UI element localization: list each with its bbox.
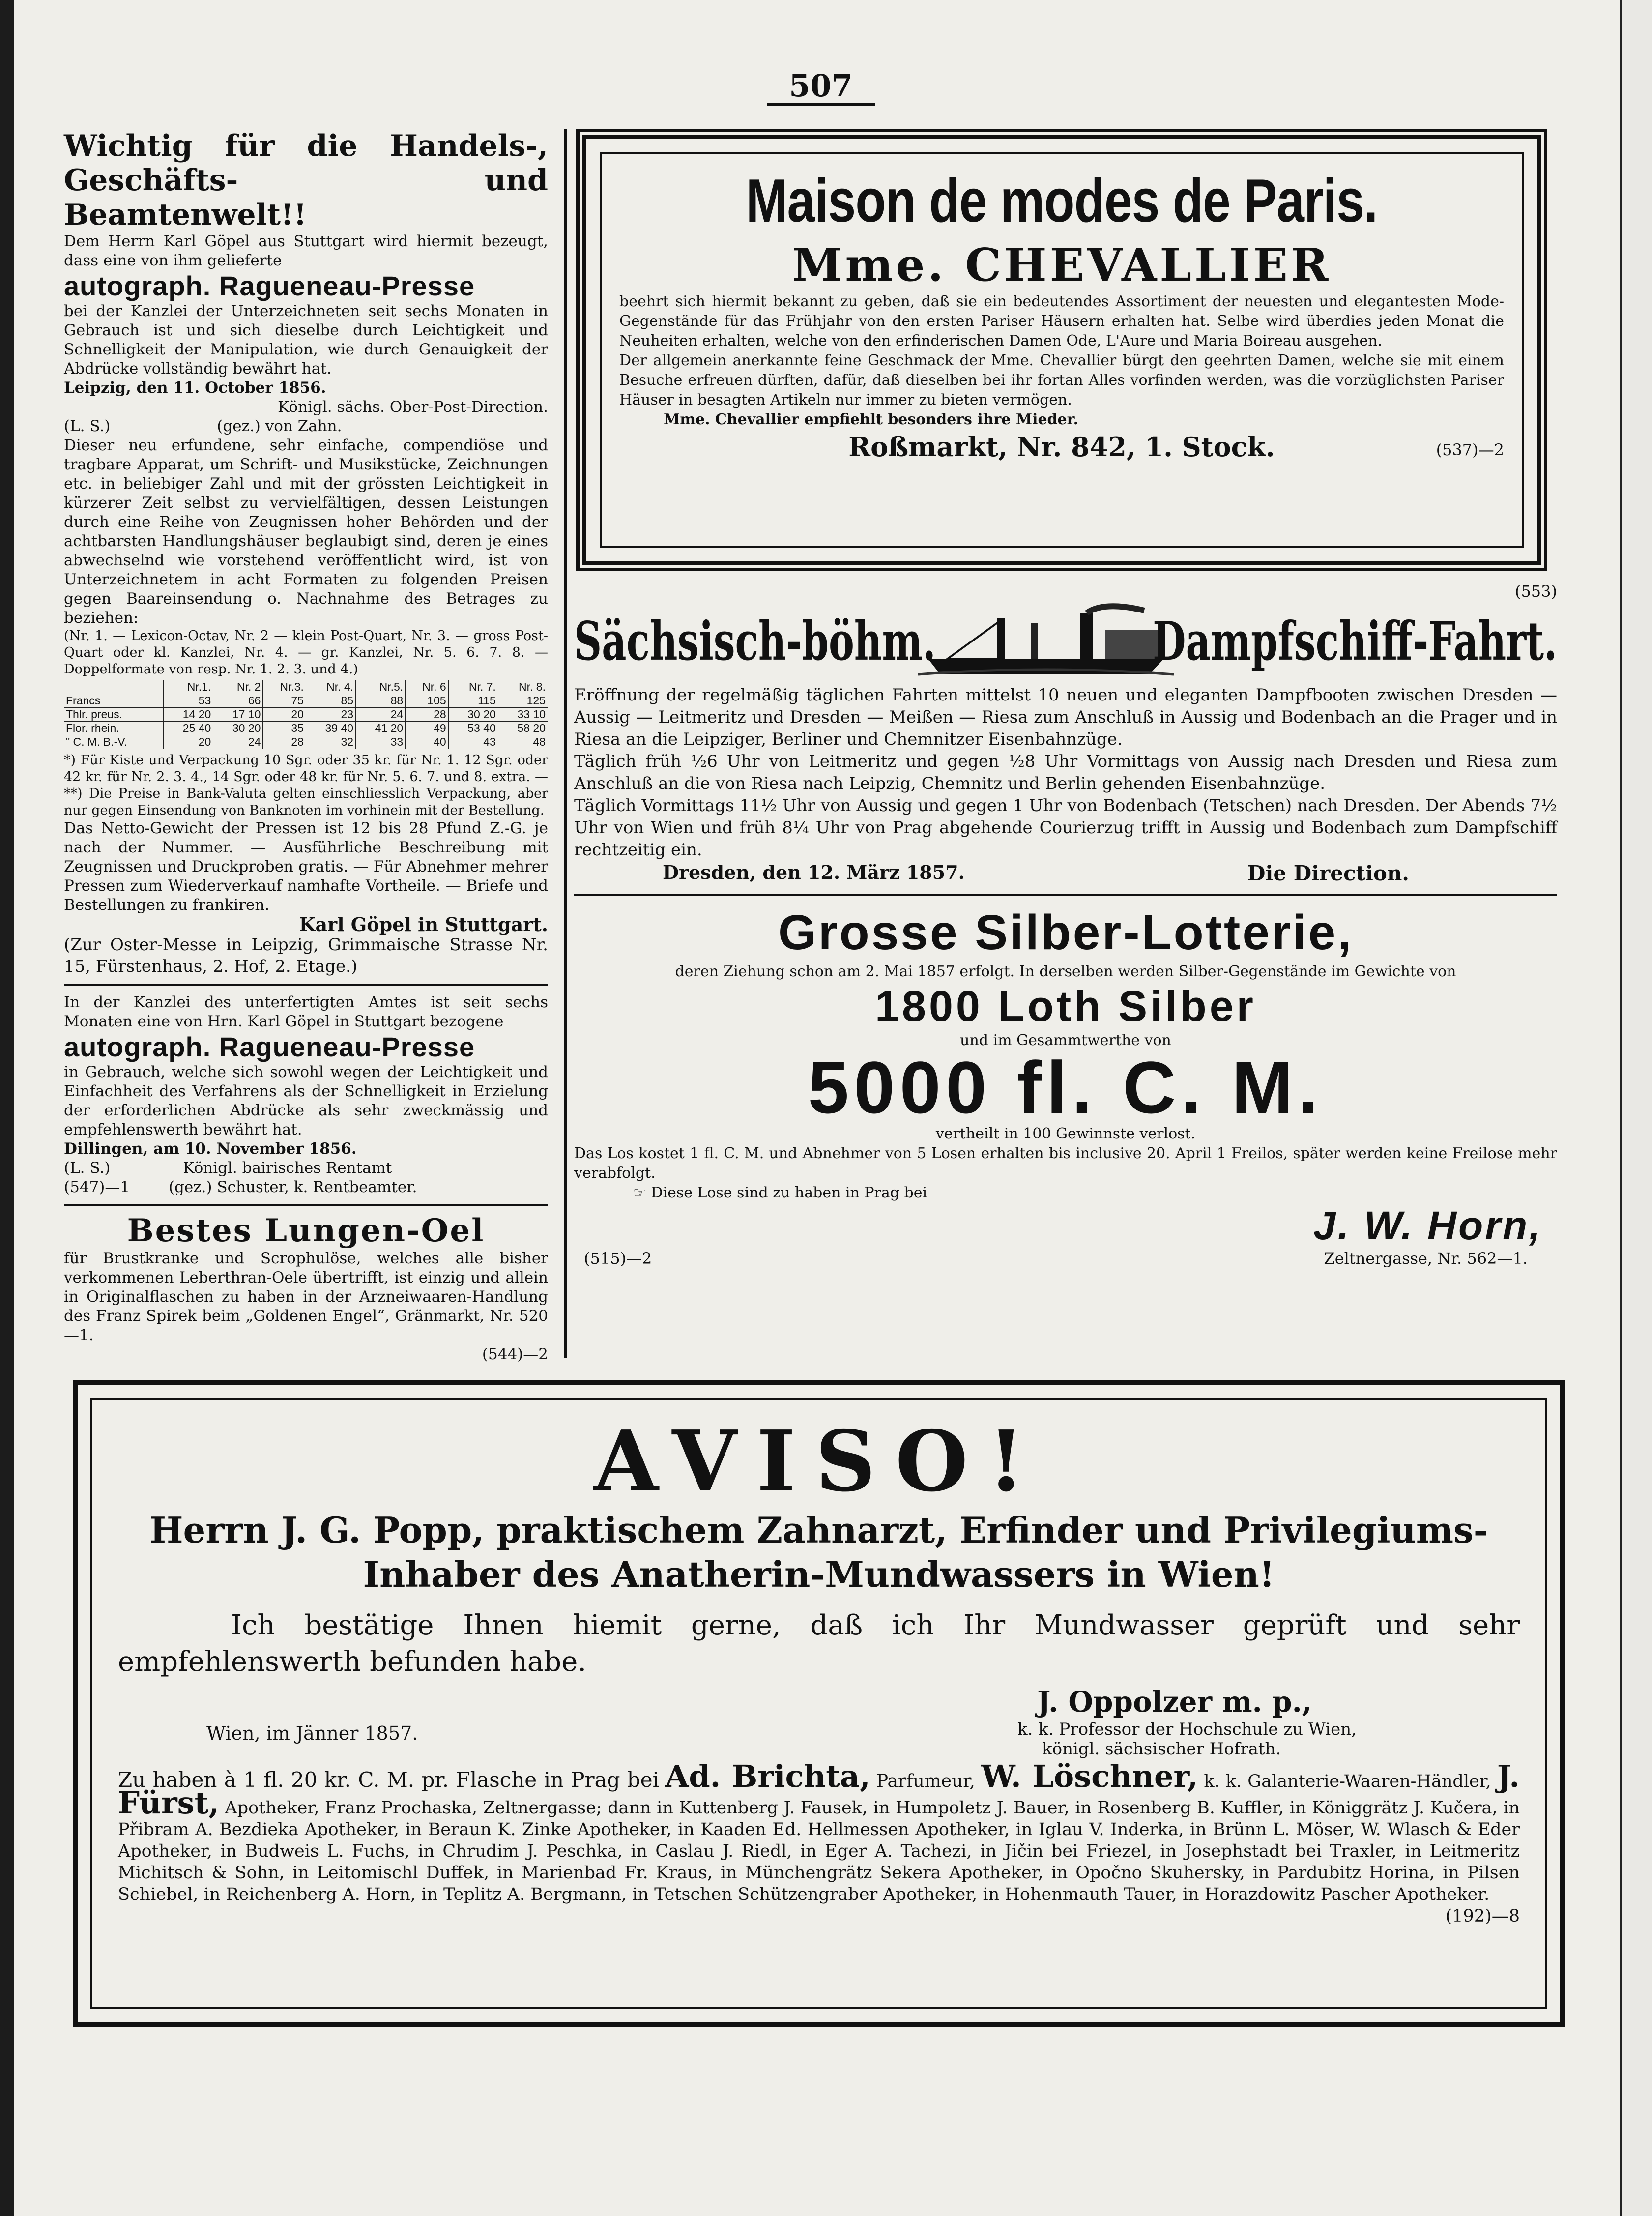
table-cell: Nr. 4. — [306, 680, 355, 694]
table-cell: 125 — [498, 694, 548, 708]
lungen-oel-body: für Brustkranke und Scrophulöse, welches alle bisher verkommenen Leberthran-Oele übertrifft, ist einzig und allein in Originalflaschen zu haben in der Arzneiwaaren-Handlung des Franz Spirek beim „Goldenen Engel“, Gränmarkt, Nr. 520—1. — [64, 1250, 548, 1344]
seal-mark: (L. S.) — [64, 417, 111, 435]
table-cell: Nr. 7. — [448, 680, 498, 694]
dampfschiff-footer — [574, 861, 1557, 887]
maison-ad-frame — [576, 129, 1547, 571]
table-cell: 32 — [306, 735, 355, 749]
goepel-testimony: bei der Kanzlei der Unterzeichneten seit sechs Monaten in Gebrauch ist und sich dieselbe durch Leichtigkeit und Schnelligkeit der Manipulation, wie durch Genauigkeit der Abdrücke vollständig bewährt hat. — [64, 302, 548, 378]
table-cell: 43 — [448, 735, 498, 749]
vendor-list-intro: Zu haben à 1 fl. 20 kr. C. M. pr. Flasche in Prag bei — [118, 1768, 660, 1792]
table-cell: 41 20 — [356, 722, 406, 735]
table-cell: Nr.1. — [164, 680, 213, 694]
dampfschiff-date: Dresden, den 12. März 1857. — [663, 861, 965, 883]
aviso-subtitle: Herrn J. G. Popp, praktischem Zahnarzt, Erfinder und Privilegiums-Inhaber des Anatherin-Mundwassers in Wien! — [149, 1509, 1488, 1595]
table-cell: 49 — [406, 722, 448, 735]
ad-reference: (544)—2 — [482, 1345, 548, 1363]
table-row — [64, 708, 548, 722]
rentamt-authority: Königl. bairisches Rentamt — [183, 1159, 392, 1177]
table-cell: 17 10 — [213, 708, 263, 722]
lotterie-silver-weight: 1800 Loth Silber — [875, 982, 1256, 1030]
table-cell: 75 — [263, 694, 306, 708]
ad-reference: (192)—8 — [1445, 1906, 1520, 1926]
vendor-loeschner: W. Löschner, — [981, 1758, 1198, 1794]
seal-mark: (L. S.) — [64, 1159, 111, 1177]
maison-text-1: beehrt sich hiermit bekannt zu geben, daß sie ein bedeutendes Assortiment der neuesten und elegantesten Mode-Gegenstände für das Frühjahr von den ersten Pariser Häusern erhalten hat. Selbe wird überdies jeden Monat die Neuheiten erhalten, welche von den erfinderischen Damen Ode, L'Aure und Maria Boireau ausgehen. — [619, 293, 1504, 350]
lotterie-ad — [574, 903, 1557, 1271]
lotterie-where: ☞ Diese Lose sind zu haben in Prag bei — [633, 1184, 927, 1201]
rentamt-testimony: in Gebrauch, welche sich sowohl wegen der Leichtigkeit und Einfachheit des Verfahrens als der Schnelligkeit in Erzielung der erforderlichen Abdrücke als sehr zweckmässig und empfehlenswerth bewährt hat. — [64, 1063, 548, 1138]
table-cell: 28 — [406, 708, 448, 722]
table-cell: 48 — [498, 735, 548, 749]
table-cell: 53 — [164, 694, 213, 708]
table-cell: 35 — [263, 722, 306, 735]
table-cell: 53 40 — [448, 722, 498, 735]
packing-note: *) Für Kiste und Verpackung 10 Sgr. oder 35 kr. für Nr. 1. 12 Sgr. oder 42 kr. für Nr. 2. 3. 4., 14 Sgr. oder 48 kr. für Nr. 5. 6. 7. und 8. extra. — **) Die Preise in Bank-Valuta gelten einschliesslich Verpackung, aber nur gegen Einsendung von Banknoten im vorhinein mit der Bestellung. — [64, 753, 548, 818]
table-cell: 115 — [448, 694, 498, 708]
page-number: 507 — [767, 69, 875, 106]
divider — [64, 984, 548, 986]
table-cell: Nr. 8. — [498, 680, 548, 694]
aviso-body: Ich bestätige Ihnen hiemit gerne, daß ich Ihr Mundwasser geprüft und sehr empfehlenswerth befunden habe. — [118, 1609, 1520, 1678]
maison-ad — [600, 152, 1524, 548]
testimony-date: Leipzig, den 11. October 1856. — [64, 379, 326, 397]
table-cell: Nr. 6 — [406, 680, 448, 694]
fair-note: (Zur Oster-Messe in Leipzig, Grimmaische Strasse Nr. 15, Fürstenhaus, 2. Hof, 2. Etage.) — [64, 935, 548, 976]
table-cell: Nr.3. — [263, 680, 306, 694]
table-cell: Flor. rhein. — [64, 722, 164, 735]
press-name-2: autograph. Ragueneau-Presse — [64, 1031, 475, 1062]
rentamt-intro: In der Kanzlei des unterfertigten Amtes ist seit sechs Monaten eine von Hrn. Karl Göpel in Stuttgart bezogene — [64, 993, 548, 1030]
ad-reference: (547)—1 — [64, 1178, 130, 1196]
table-cell: 33 10 — [498, 708, 548, 722]
table-cell: 66 — [213, 694, 263, 708]
dampfschiff-schedule-2: Täglich Vormittags 11½ Uhr von Aussig und gegen 1 Uhr von Bodenbach (Tetschen) nach Dresden. Der Abends 7½ Uhr von Wien und früh 8¼ Uhr von Prag abgehende Courierzug trifft in Aussig und Bodenbach zum Dampfschiff rechtzeitig ein. — [574, 796, 1557, 860]
table-cell: 28 — [263, 735, 306, 749]
aviso-ad — [90, 1398, 1547, 2009]
lotterie-footer — [574, 1249, 1557, 1271]
lotterie-total-value: 5000 fl. C. M. — [808, 1046, 1324, 1129]
column-rule — [564, 129, 567, 1358]
aviso-title: AVISO! — [593, 1412, 1044, 1511]
lotterie-title: Grosse Silber-Lotterie, — [778, 905, 1354, 960]
weight-note: Das Netto-Gewicht der Pressen ist 12 bis 28 Pfund Z.-G. je nach der Nummer. — Ausführliche Beschreibung mit Zeugnissen und Druckproben gratis. — Für Abnehmer mehrer Pressen zum Wiederverkauf namhafte Vortheile. — Briefe und Bestellungen zu frankiren. — [64, 819, 548, 914]
rentamt-signed-by: (gez.) Schuster, k. Rentbeamter. — [168, 1178, 417, 1196]
lotterie-price: Das Los kostet 1 fl. C. M. und Abnehmer von 5 Losen erhalten bis inclusive 20. April 1 Freilos, später werden keine Freilose mehr verabfolgt. — [574, 1145, 1557, 1182]
divider — [64, 1204, 548, 1206]
dampfschiff-title-left: Sächsisch-böhm. — [574, 611, 936, 672]
table-cell: Nr.5. — [356, 680, 406, 694]
price-table-header — [64, 680, 548, 694]
table-cell: 24 — [213, 735, 263, 749]
left-column — [64, 129, 548, 1364]
dampfschiff-signature: Die Direction. — [1247, 861, 1410, 885]
table-cell: 88 — [356, 694, 406, 708]
table-cell: " C. M. B.-V. — [64, 735, 164, 749]
ad-reference: (537)—2 — [1436, 440, 1504, 459]
aviso-place-date: Wien, im Jänner 1857. — [206, 1722, 418, 1744]
aviso-ad-frame — [73, 1380, 1565, 2027]
scan-left-edge — [0, 0, 14, 2216]
table-cell: 40 — [406, 735, 448, 749]
dampfschiff-intro: Eröffnung der regelmäßig täglichen Fahrten mittelst 10 neuen und eleganten Dampfbooten zwischen Dresden — Aussig — Leitmeritz und Dresden — Meißen — Riesa zum Anschluß in Aussig und Bodenbach an die Prager und in Riesa an die Leipziger, Berliner und Chemnitzer Eisenbahnzüge. — [574, 685, 1557, 749]
lotterie-intro: deren Ziehung schon am 2. Mai 1857 erfolgt. In derselben werden Silber-Gegenstände im Gewichte von — [675, 963, 1456, 980]
lotterie-address: Zeltnergasse, Nr. 562—1. — [1324, 1249, 1528, 1268]
maison-address: Roßmarkt, Nr. 842, 1. Stock. — [848, 431, 1275, 463]
maison-text-3: Mme. Chevallier empfiehlt besonders ihre Mieder. — [664, 411, 1079, 428]
lungen-oel-title: Bestes Lungen-Oel — [127, 1212, 485, 1249]
formats-note: (Nr. 1. — Lexicon-Octav, Nr. 2 — klein Post-Quart, Nr. 3. — gross Post-Quart oder kl. Kanzlei, Nr. 4. — gr. Kanzlei, Nr. 5. 6. 7. 8. — Doppelformate von resp. Nr. 1. 2. 3. und 4.) — [64, 628, 548, 677]
table-cell: 25 40 — [164, 722, 213, 735]
aviso-signer-title-2: königl. sächsischer Hofrath. — [1042, 1739, 1281, 1759]
dampfschiff-schedule-1: Täglich früh ½6 Uhr von Leitmeritz und gegen ½8 Uhr Vormittags von Aussig nach Dresden und Riesa zum Anschluß an die von Riesa nach Leipzig, Chemnitz und Berlin gehenden Eisenbahnzüge. — [574, 752, 1557, 793]
table-row — [64, 722, 548, 735]
vendor-loeschner-title: k. k. Galanterie-Waaren-Händler, — [1204, 1772, 1491, 1791]
aviso-signature-block — [118, 1685, 1520, 1759]
ad-reference: (553) — [1514, 582, 1557, 601]
goepel-ad-title: Wichtig für die Handels-, Geschäfts- und Beamtenwelt!! — [64, 129, 548, 232]
goepel-signature: Karl Göpel in Stuttgart. — [299, 913, 548, 935]
vendor-brichta: Ad. Brichta, — [665, 1758, 870, 1794]
vendor-parfumeur: Parfumeur, — [876, 1771, 975, 1791]
signed-by: (gez.) von Zahn. — [217, 417, 342, 435]
maison-name: Mme. CHEVALLIER — [792, 238, 1332, 292]
table-cell: 33 — [356, 735, 406, 749]
lotterie-prizes: vertheilt in 100 Gewinnste verlost. — [935, 1125, 1196, 1142]
press-description: Dieser neu erfundene, sehr einfache, compendiöse und tragbare Apparat, um Schrift- und Musikstücke, Zeichnungen etc. in beliebiger Zahl und mit der grössten Leichtigkeit in kürzerer Zeit selbst zu vervielfältigen, dessen Leistungen durch eine Reihe von Zeugnissen hoher Behörden und der achtbarsten Handlungshäuser beglaubigt sind, deren je eines abwechselnd wie vorstehend veröffentlicht wird, ist von Unterzeichnetem in acht Formaten zu folgenden Preisen gegen Baareinsendung o. Nachnahme des Betrages zu beziehen: — [64, 437, 548, 627]
dampfschiff-title-row — [574, 601, 1557, 684]
goepel-ad-intro: Dem Herrn Karl Göpel aus Stuttgart wird hiermit bezeugt, dass eine von ihm gelieferte — [64, 233, 548, 269]
scan-right-edge — [1620, 0, 1652, 2216]
table-cell: 23 — [306, 708, 355, 722]
maison-text-2: Der allgemein anerkannte feine Geschmack der Mme. Chevallier bürgt den geehrten Damen, welche sie mit einem Besuche erfreuen dürften, dafür, daß dieselben bei ihr fortan Alles vorfinden werden, was die vorzüglichsten Pariser Häuser in besagten Artikeln nur immer zu bieten vermögen. — [619, 352, 1504, 408]
aviso-signer-title-1: k. k. Professor der Hochschule zu Wien, — [1017, 1720, 1357, 1739]
testimony-signature — [64, 417, 548, 436]
table-cell: 105 — [406, 694, 448, 708]
maison-title: Maison de modes de Paris. — [746, 167, 1378, 235]
vendor-fuerst: J. Fürst, — [118, 1758, 1520, 1821]
rentamt-seal-line — [64, 1159, 548, 1178]
table-cell — [64, 680, 164, 694]
table-cell: 14 20 — [164, 708, 213, 722]
maison-footer — [619, 430, 1504, 464]
table-cell: 24 — [356, 708, 406, 722]
aviso-vendor-list — [118, 1758, 1520, 1926]
dampfschiff-ad — [574, 582, 1557, 887]
table-cell: Nr. 2 — [213, 680, 263, 694]
lotterie-value-label: und im Gesammtwerthe von — [960, 1032, 1171, 1049]
table-cell: 85 — [306, 694, 355, 708]
table-cell: 30 20 — [448, 708, 498, 722]
table-cell: Thlr. preus. — [64, 708, 164, 722]
table-cell: 58 20 — [498, 722, 548, 735]
divider — [574, 894, 1557, 896]
rentamt-sign-line — [64, 1178, 548, 1197]
table-cell: 20 — [164, 735, 213, 749]
table-row — [64, 735, 548, 749]
testimony-authority: Königl. sächs. Ober-Post-Direction. — [278, 398, 548, 416]
table-cell: Francs — [64, 694, 164, 708]
dampfschiff-title-right: Dampfschiff-Fahrt. — [1152, 611, 1557, 672]
rentamt-date: Dillingen, am 10. November 1856. — [64, 1140, 357, 1158]
table-row — [64, 694, 548, 708]
right-column — [574, 129, 1557, 1271]
table-cell: 39 40 — [306, 722, 355, 735]
table-cell: 20 — [263, 708, 306, 722]
lotterie-seller: J. W. Horn, — [1313, 1203, 1542, 1248]
price-table — [64, 680, 548, 749]
table-cell: 30 20 — [213, 722, 263, 735]
press-name: autograph. Ragueneau-Presse — [64, 270, 475, 301]
aviso-signer: J. Oppolzer m. p., — [1037, 1685, 1312, 1719]
ad-reference: (515)—2 — [584, 1249, 652, 1268]
steamship-icon — [918, 601, 1174, 682]
vendor-list-rest: Apotheker, Franz Prochaska, Zeltnergasse; dann in Kuttenberg J. Fausek, in Humpoletz J. Bauer, in Rosenberg B. Kuffler, in Königgrätz J. Kučera, in Přibram A. Bezdieka Apotheker, in Beraun K. Zinke Apotheker, in Kaaden Ed. Hellmessen Apotheker, in Iglau V. Inderka, in Brünn L. Möser, W. Wlasch & Eder Apotheker, in Budweis L. Fuchs, in Chrudim J. Peschka, in Caslau J. Riedl, in Eger A. Tachezi, in Jičin bei Friezel, in Josephstadt bei Traxler, in Leitmeritz Michitsch & Sohn, in Leitomischl Duffek, in Marienbad Fr. Kraus, in Münchengrätz Sekera Apotheker, in Opočno Skuhersky, in Pardubitz Horina, in Pilsen Schiebel, in Reichenberg A. Horn, in Teplitz A. Bergmann, in Tetschen Schützengraber Apotheker, in Hohenmauth Tauer, in Horazdowitz Pascher Apotheker. — [118, 1798, 1520, 1904]
